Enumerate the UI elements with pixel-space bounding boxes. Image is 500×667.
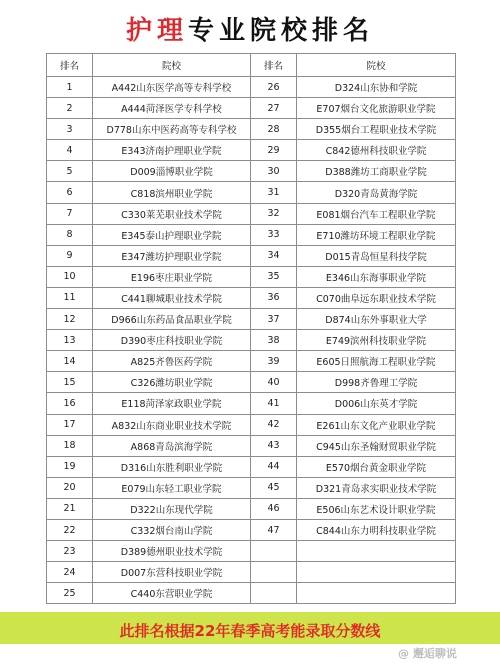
school-cell: D778山东中医药高等专科学校 <box>93 119 251 140</box>
empty-cell <box>251 541 297 562</box>
school-cell: A825齐鲁医药学院 <box>93 351 251 372</box>
table-row <box>47 498 456 519</box>
table-row <box>47 330 456 351</box>
school-cell: D355烟台工程职业技术学院 <box>297 119 456 140</box>
rank-cell: 30 <box>251 161 297 182</box>
rank-cell: 22 <box>47 519 93 540</box>
school-cell: E346山东海事职业学院 <box>297 266 456 287</box>
school-cell: E749滨州科技职业学院 <box>297 330 456 351</box>
school-cell: C818滨州职业学院 <box>93 182 251 203</box>
rank-cell: 39 <box>251 351 297 372</box>
school-cell: D998齐鲁理工学院 <box>297 372 456 393</box>
table-row <box>47 372 456 393</box>
rank-cell: 31 <box>251 182 297 203</box>
table-row <box>47 393 456 414</box>
school-cell: D388潍坊工商职业学院 <box>297 161 456 182</box>
school-cell: E347潍坊护理职业学院 <box>93 245 251 266</box>
table-row <box>47 182 456 203</box>
rank-cell: 3 <box>47 119 93 140</box>
school-cell: D320青岛黄海学院 <box>297 182 456 203</box>
school-cell: C070曲阜远东职业技术学院 <box>297 287 456 308</box>
school-cell: C842德州科技职业学院 <box>297 140 456 161</box>
school-cell: A832山东商业职业技术学院 <box>93 414 251 435</box>
ranking-table-body <box>47 54 456 604</box>
table-row <box>47 245 456 266</box>
table-row <box>47 583 456 604</box>
school-header: 院校 <box>93 54 251 77</box>
school-cell: E506山东艺术设计职业学院 <box>297 498 456 519</box>
rank-cell: 15 <box>47 372 93 393</box>
rank-cell: 7 <box>47 203 93 224</box>
rank-cell: 12 <box>47 309 93 330</box>
school-cell: D322山东现代学院 <box>93 498 251 519</box>
rank-cell: 47 <box>251 519 297 540</box>
table-row <box>47 140 456 161</box>
table-row <box>47 119 456 140</box>
school-cell: A442山东医学高等专科学校 <box>93 77 251 98</box>
page-title <box>0 14 500 48</box>
school-cell: C844山东力明科技职业学院 <box>297 519 456 540</box>
table-row <box>47 477 456 498</box>
empty-cell <box>297 562 456 583</box>
table-row <box>47 161 456 182</box>
school-header: 院校 <box>297 54 456 77</box>
school-cell: D966山东药品食品职业学院 <box>93 309 251 330</box>
school-cell: E605日照航海工程职业学院 <box>297 351 456 372</box>
rank-cell: 17 <box>47 414 93 435</box>
rank-cell: 35 <box>251 266 297 287</box>
table-row <box>47 541 456 562</box>
school-cell: D390枣庄科技职业学院 <box>93 330 251 351</box>
rank-cell: 24 <box>47 562 93 583</box>
rank-cell: 42 <box>251 414 297 435</box>
rank-cell: 33 <box>251 224 297 245</box>
rank-cell: 20 <box>47 477 93 498</box>
school-cell: D321青岛求实职业技术学院 <box>297 477 456 498</box>
rank-cell: 26 <box>251 77 297 98</box>
watermark: @ 邂逅聊说 <box>398 647 457 660</box>
rank-cell: 10 <box>47 266 93 287</box>
rank-cell: 13 <box>47 330 93 351</box>
rank-cell: 43 <box>251 435 297 456</box>
school-cell: D316山东胜利职业学院 <box>93 456 251 477</box>
empty-cell <box>297 541 456 562</box>
school-cell: C441聊城职业技术学院 <box>93 287 251 308</box>
school-cell: E710潍坊环境工程职业学院 <box>297 224 456 245</box>
rank-cell: 27 <box>251 98 297 119</box>
rank-cell: 46 <box>251 498 297 519</box>
table-row <box>47 266 456 287</box>
rank-cell: 9 <box>47 245 93 266</box>
rank-cell: 45 <box>251 477 297 498</box>
school-cell: E079山东轻工职业学院 <box>93 477 251 498</box>
rank-cell: 28 <box>251 119 297 140</box>
school-cell: C332烟台南山学院 <box>93 519 251 540</box>
rank-cell: 2 <box>47 98 93 119</box>
school-cell: C945山东圣翰财贸职业学院 <box>297 435 456 456</box>
rank-cell: 4 <box>47 140 93 161</box>
table-row <box>47 309 456 330</box>
empty-cell <box>251 583 297 604</box>
footer-note: 此排名根据22年春季高考能录取分数线 <box>119 622 381 640</box>
rank-cell: 21 <box>47 498 93 519</box>
table-row <box>47 519 456 540</box>
rank-cell: 5 <box>47 161 93 182</box>
school-cell: D009淄博职业学院 <box>93 161 251 182</box>
rank-cell: 34 <box>251 245 297 266</box>
school-cell: C326潍坊职业学院 <box>93 372 251 393</box>
table-row <box>47 98 456 119</box>
school-cell: E707烟台文化旅游职业学院 <box>297 98 456 119</box>
empty-cell <box>251 562 297 583</box>
school-cell: E118菏泽家政职业学院 <box>93 393 251 414</box>
rank-cell: 38 <box>251 330 297 351</box>
table-row <box>47 351 456 372</box>
school-cell: C330莱芜职业技术学院 <box>93 203 251 224</box>
table-row <box>47 203 456 224</box>
rank-header: 排名 <box>47 54 93 77</box>
title-text: 专业院校排名 <box>188 16 375 46</box>
rank-cell: 11 <box>47 287 93 308</box>
rank-cell: 16 <box>47 393 93 414</box>
rank-cell: 40 <box>251 372 297 393</box>
rank-cell: 41 <box>251 393 297 414</box>
table-row <box>47 224 456 245</box>
table-row <box>47 562 456 583</box>
school-cell: D015青岛恒星科技学院 <box>297 245 456 266</box>
school-cell: E261山东文化产业职业学院 <box>297 414 456 435</box>
school-cell: E196枣庄职业学院 <box>93 266 251 287</box>
rank-cell: 23 <box>47 541 93 562</box>
table-row <box>47 456 456 477</box>
school-cell: D874山东外事职业大学 <box>297 309 456 330</box>
school-cell: A868青岛滨海学院 <box>93 435 251 456</box>
empty-cell <box>297 583 456 604</box>
school-cell: A444菏泽医学专科学校 <box>93 98 251 119</box>
table-row <box>47 435 456 456</box>
table-row <box>47 414 456 435</box>
school-cell: E570烟台黄金职业学院 <box>297 456 456 477</box>
school-cell: D007东营科技职业学院 <box>93 562 251 583</box>
school-cell: D324山东协和学院 <box>297 77 456 98</box>
table-row <box>47 287 456 308</box>
rank-cell: 25 <box>47 583 93 604</box>
rank-cell: 29 <box>251 140 297 161</box>
rank-cell: 1 <box>47 77 93 98</box>
school-cell: C440东营职业学院 <box>93 583 251 604</box>
rank-cell: 18 <box>47 435 93 456</box>
school-cell: D389德州职业技术学院 <box>93 541 251 562</box>
ranking-table <box>46 53 456 604</box>
school-cell: D006山东英才学院 <box>297 393 456 414</box>
school-cell: E081烟台汽车工程职业学院 <box>297 203 456 224</box>
rank-cell: 44 <box>251 456 297 477</box>
rank-cell: 19 <box>47 456 93 477</box>
school-cell: E345泰山护理职业学院 <box>93 224 251 245</box>
school-cell: E343济南护理职业学院 <box>93 140 251 161</box>
rank-header: 排名 <box>251 54 297 77</box>
table-row <box>47 77 456 98</box>
title-highlight: 护理 <box>125 16 188 46</box>
rank-cell: 36 <box>251 287 297 308</box>
rank-cell: 14 <box>47 351 93 372</box>
rank-cell: 8 <box>47 224 93 245</box>
rank-cell: 37 <box>251 309 297 330</box>
rank-cell: 32 <box>251 203 297 224</box>
rank-cell: 6 <box>47 182 93 203</box>
table-header-row <box>47 54 456 77</box>
